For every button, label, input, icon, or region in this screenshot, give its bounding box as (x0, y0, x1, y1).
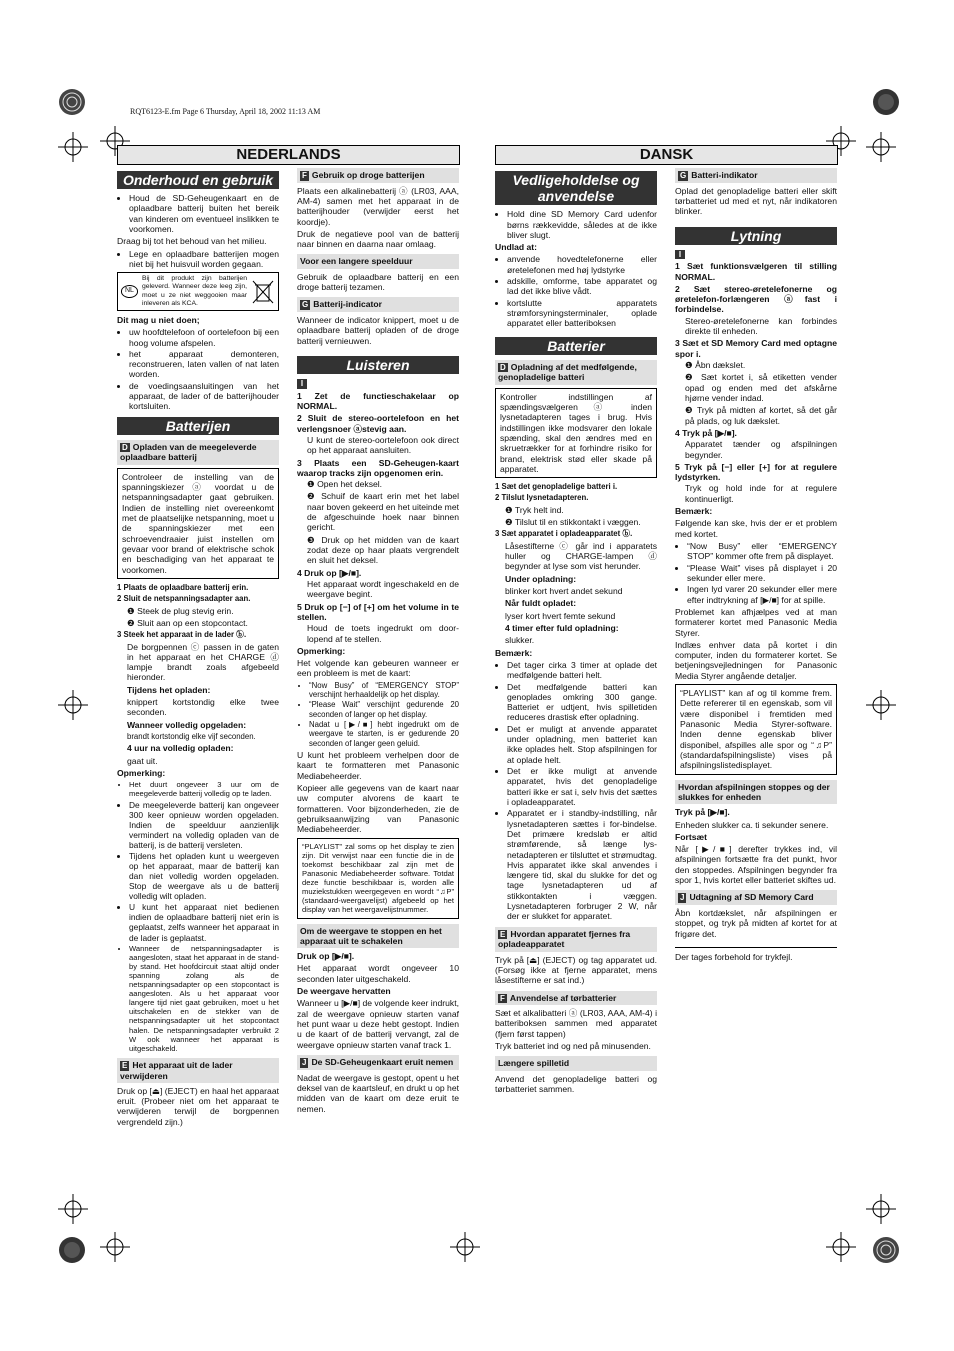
paragraph: Åbn kortdækslet, når afspilningen er stoppet, og tryk på midten af kortet for at frigøre det. (675, 908, 837, 939)
step-text: Het apparaat wordt ingeschakeld en de weergave begint. (307, 578, 459, 600)
list-item: • Det er muligt at anvende apparatet under opladning, men batteriet kan ikke oplades helt. Stop afspilningen for at oplade helt. (507, 724, 657, 765)
note-list (297, 681, 459, 748)
status-text: gaat uit. (127, 755, 158, 766)
playlist-box: “PLAYLIST” zal soms op het display te zien zijn. Dit verwijst naar een functie die in de toekomst beschikbaar zal zijn met de Panasonic Mediabeheerder software. Totdat deze functie beschikbaar is, worden alle muziekstukken weergegeven en wordt “♫P” (standaard-weergavelijst) afgebeeld op het display van het weergavelijstnummer. (297, 838, 459, 919)
paragraph: Tryk på [⏏] (EJECT) og tag apparatet ud. (Forsøg ikke at fjerne apparatet, mens låsestifterne er sat ind.) (495, 954, 657, 986)
registration-mark-bl (52, 1230, 92, 1270)
crossed-bin-icon (251, 279, 275, 305)
recycle-text: Bij dit produkt zijn batterijen geleverd. Wanneer deze leeg zijn, moet u ze niet weggooien maar inleveren als KCA. (141, 275, 247, 307)
step-text: Houd de toets ingedrukt om door-lopend af te stellen. (307, 623, 459, 644)
list (117, 327, 279, 412)
step: 1 Sæt funktionsvælgeren til stilling NORMAL. (675, 261, 837, 282)
substep: ❸ Tryk på midten af kortet, så det går på plads, og luk dækslet. (685, 405, 837, 426)
section-title: Lytning (675, 227, 837, 245)
crosshair-mark (450, 1232, 480, 1262)
list-item: • U kunt het apparaat niet bedienen indien de oplaadbare batterij niet erin is geplaatst, zelfs wanneer het apparaat in de lader is geplaatst. (129, 902, 279, 942)
list-item: • Tijdens het opladen kunt u weergeven op het apparaat, maar de batterij kan dan niet volledig worden opgeladen. Stop de weergave als u de batterij volledig wilt opladen. (129, 851, 279, 901)
dk-column-1 (495, 166, 657, 1096)
list-item: • De meegeleverde batterij kan ongeveer 300 keer opnieuw worden opgeladen. Indien de speelduur aanzienlijk vermindert na volledig opladen van de batterij, is de batterij versleten. (129, 800, 279, 850)
paragraph: Wanneer de indicator knippert, moet u de oplaadbare batterij opladen of de droge batterij vernieuwen. (297, 315, 459, 346)
substep: ❷ Tilslut til en stikkontakt i væggen. (505, 517, 641, 528)
status-text: slukker. (505, 635, 535, 646)
instruction: Druk op [▶/■]. (297, 951, 355, 962)
step-text: Apparatet tænder og afspilningen begynder. (685, 439, 837, 460)
note-list (495, 660, 657, 922)
paragraph: Het apparaat wordt ongeveer 10 seconden later uitgeschakeld. (297, 963, 459, 984)
crosshair-mark (58, 690, 88, 720)
list-item: • kortslutte apparatets strømforsyningsterminaler, oplade apparatet eller batteriboksen (507, 298, 657, 329)
paragraph: Problemet kan afhjælpes ved at man formaterer kortet med Panasonic Media Styrer. (675, 606, 837, 638)
crosshair-mark (58, 1194, 88, 1224)
paragraph: Nadat de weergave is gestopt, opent u het deksel van de kaartsleuf, en drukt u op het midden van de kaart om deze eruit te nemen. (297, 1072, 459, 1114)
playlist-box: “PLAYLIST” kan af og til komme frem. Dette refererer til en egenskab, som vil være disponibel i fremtiden med Panasonic Media Styrer-software. Inden denne egenskab bliver disponibel, afspilles alle spor og “♫P” (standardafspilningsliste) vises på afspilningslistedisplayet. (675, 684, 837, 775)
step: 1 Zet de functieschakelaar op NORMAL. (297, 390, 459, 411)
figure-tag: I (675, 250, 685, 260)
list-item: • Det tager cirka 3 timer at oplade det medfølgende batteri helt. (507, 660, 657, 681)
list-item: • Ingen lyd varer 20 sekunder eller mere efter indtrykning af [▶/■] for at spille. (687, 584, 837, 605)
paragraph: Gebruik de oplaadbare batterij en een droge batterij tezamen. (297, 271, 459, 293)
note-heading: Bemærk: (495, 647, 533, 658)
status-text: blinker kort hvert andet sekund (505, 586, 623, 597)
note-heading: Opmerking: (297, 645, 346, 656)
subsection-laengere: Længere spilletid (495, 1056, 657, 1070)
subsection-g: G Batterij-indicator (297, 297, 459, 312)
paragraph: Følgende kan ske, hvis der er et problem med kortet. (675, 518, 837, 539)
list-item: • adskille, omforme, tabe apparatet og lad det ikke blive vådt. (507, 276, 657, 297)
step-text: Tryk og hold inde for at regulere kontinuerligt. (685, 483, 837, 504)
substep: ❶ Open het deksel. (307, 479, 383, 490)
paragraph: Druk de negatieve pool van de batterij naar binnen en daarna naar omlaag. (297, 228, 459, 250)
status-label: Under opladning: (505, 573, 577, 584)
dk-column-2 (675, 168, 837, 964)
list-item: • uw hoofdtelefoon of oortelefoon bij een hoog volume afspelen. (129, 327, 279, 348)
step: 2 Sluit de netspanningsadapter aan. (117, 594, 251, 604)
paragraph: Oplad det genopladelige batteri eller skift tørbatteriet ud med et nyt, når indikatoren blinker. (675, 185, 837, 217)
step: 2 Sæt stereo-øretelefonerne og øretelefon-forlængeren ⓐfast i forbindelse. (675, 283, 837, 315)
warning-box: Controleer de instelling van de spanningskiezer ⓐ voordat u de netspanningsadapter gaat gebruiken. Indien de instelling niet overeenkomt met de plaatselijke netspanning, moet u de spanningskiezer met een schroevendraaier juist instellen om gevaar voor brand of elektrische schok en beschadiging van het apparaat te voorkomen. (117, 468, 279, 579)
list-item: • Wanneer de netspanningsadapter is aangesloten, staat het apparaat in de stand-by stand. Het hoofdcircuit staat altijd onder spanning zolang als de netspanningsadapter op een stopcontact is aangesloten. Als u het apparaat voor langere tijd niet gaat gebruiken, moet u het uitschakelen en de stekker van de netspanningsadapter uit het stopcontact halen. De netspanningsadapter verbruikt 2 W ook wanneer het apparaat is uitgeschakeld. (129, 944, 279, 1053)
substep: ❷ Sluit aan op een stopcontact. (127, 617, 248, 628)
list-item: • “Please Wait” vises på displayet i 20 sekunder eller mere. (687, 563, 837, 584)
crosshair-mark (866, 1194, 896, 1224)
subsection-stop: Hvordan afspilningen stoppes og der slukkes for enheden (675, 780, 837, 805)
section-title: Luisteren (297, 356, 459, 374)
subheading: Undlad at: (495, 242, 538, 253)
subsection-d: D Opladning af det medfølgende, genopladelige batteri (495, 360, 657, 385)
step: 3 Steek het apparaat in de lader ⓑ. (117, 630, 247, 640)
step: 5 Tryk på [−] eller [+] for at regulere lydstyrken. (675, 461, 837, 483)
step-text: Stereo-øretelefonerne kan forbindes direkte til enheden. (685, 315, 837, 337)
step: 3 Sæt apparatet i opladeapparatet ⓑ. (495, 529, 633, 539)
nl-column-1 (117, 166, 279, 1129)
note-heading: Opmerking: (117, 767, 166, 778)
list (495, 209, 657, 240)
step-text: De borgpennen ⓒ passen in de gaten in het apparaat en het CHARGE ⓓ lampje brandt zoals afgebeeld hieronder. (127, 641, 279, 683)
paragraph: Kopieer alle gegevens van de kaart naar uw computer alvorens de kaart te formatteren. Voor bijzonderheden, zie de gebruiksaanwijzing van Panasonic Mediabeheerder. (297, 783, 459, 835)
substep: ❸ Druk op het midden van de kaart zodat deze op haar plaats vergrendelt en sluit het deksel. (307, 534, 459, 566)
list-item: • het apparaat demonteren, reconstrueren, laten vallen of nat laten worden. (129, 349, 279, 380)
paragraph: Het volgende kan gebeuren wanneer er een probleem is met de kaart: (297, 658, 459, 679)
subheading: Fortsæt (675, 831, 707, 842)
status-label: 4 uur na volledig opladen: (127, 743, 234, 754)
list-item: • “Please Wait” verschijnt gedurende 20 seconden of langer op het display. (309, 700, 459, 719)
subheading: De weergave hervatten (297, 986, 391, 997)
list-item: • Het duurt ongeveer 3 uur om de meegeleverde batterij volledig op te laden. (129, 780, 279, 798)
subsection-f: F Gebruik op droge batterijen (297, 168, 459, 183)
paragraph: Draag bij tot het behoud van het milieu. (117, 236, 267, 247)
list-item: • de voedingsaansluitingen van het apparaat, de lader of de batterijhouder kortsluiten. (129, 381, 279, 412)
crosshair-mark (866, 132, 896, 162)
status-text: brandt kortstondig elke vijf seconden. (127, 732, 256, 741)
paragraph: Plaats een alkalinebatterij ⓐ (LR03, AAA, AM-4) samen met het apparaat in de batterijhouder (verwijder eerst het koordje). (297, 185, 459, 227)
step: 3 Sæt et SD Memory Card med optagne spor i. (675, 338, 837, 359)
step: 2 Sluit de stereo-oortelefoon en het verlengsnoer ⓐstevig aan. (297, 413, 459, 434)
crosshair-mark (58, 132, 88, 162)
list-item: • Apparatet er i standby-indstilling, når lysnetadapteren sættes i for-bindelse. Det primære kredsløb er altid strømførende, så længe lys-netadapteren er tilsluttet et strømudtag. Hvis apparatet ikke skal anvendes i længere tid, skal du slukke for det og tage lysnetadapteren ud af stikkontakten i væggen. Lysnetadapteren forbruger 2 W, når der er slukket for apparatet. (507, 808, 657, 921)
subsection-speelduur: Voor een langere speelduur (297, 254, 459, 268)
nl-column-2 (297, 168, 459, 1116)
step: 4 Tryk på [▶/■]. (675, 427, 737, 438)
list (117, 193, 279, 234)
list (117, 249, 279, 270)
section-title: Onderhoud en gebruik (117, 171, 279, 189)
paragraph: Druk op [⏏] (EJECT) en haal het apparaat eruit. (Probeer niet om het apparaat te verwijderen terwijl de borgpennen vergrendeld zijn.) (117, 1085, 279, 1127)
paragraph: Indlæs enhver data på kortet i din computer, inden du formaterer kortet. Se betjeningsvejledningen for Panasonic Media Styrer angående detaljer. (675, 639, 837, 681)
list-item: • Det medfølgende batteri kan genoplades omkring 300 gange. Batteriet er udtjent, hvis spilletiden reduceres drastisk efter opladning. (507, 682, 657, 723)
subsection-f: F Anvendelse af tørbatterier (495, 991, 657, 1006)
list-item: • Houd de SD-Geheugenkaart en de oplaadbare batterij buiten het bereik van kinderen om eventueel inslikken te voorkomen. (129, 193, 279, 234)
subsection-e: E Het apparaat uit de lader verwijderen (117, 1058, 279, 1083)
divider (675, 947, 837, 948)
status-label: 4 timer efter fuld opladning: (505, 622, 619, 633)
substep: ❶ Tryk helt ind. (505, 504, 564, 515)
paragraph: U kunt het probleem verhelpen door de kaart te formatteren met Panasonic Mediabeheerder. (297, 750, 459, 781)
figure-tag: I (297, 379, 307, 389)
list-item: • anvende hovedtelefonerne eller øretelefonen med høj lydstyrke (507, 254, 657, 275)
substep: ❷ Sæt kortet i, så etiketten vender opad og enden med det afskårne hjørne vender indad. (685, 372, 837, 403)
step: 5 Druk op [−] of [+] om het volume in te stellen. (297, 601, 459, 622)
registration-mark-br (866, 1230, 906, 1270)
registration-mark-tl (52, 82, 92, 122)
subsection-e: E Hvordan apparatet fjernes fra opladeapparatet (495, 927, 657, 952)
subsection-stop: Om de weergave te stoppen en het apparaat uit te schakelen (297, 924, 459, 949)
step-text: U kunt de stereo-oortelefoon ook direct op het apparaat aansluiten. (307, 434, 459, 456)
step: 2 Tilslut lysnetadapteren. (495, 493, 589, 503)
list (495, 254, 657, 328)
list-item: • Hold dine SD Memory Card udenfor børns rækkevidde, således at de ikke bliver slugt. (507, 209, 657, 240)
subsection-d: D Opladen van de meegeleverde oplaadbare batterij (117, 440, 279, 465)
substep: ❶ Åbn dækslet. (685, 360, 746, 371)
section-title: Batterier (495, 337, 657, 355)
list-item: • Nadat u [▶/■] hebt ingedrukt om de weergave te starten, is er gedurende 20 seconden of langer geen geluid. (309, 720, 459, 748)
step: 4 Druk op [▶/■]. (297, 567, 362, 578)
subheading: Dit mag u niet doen; (117, 314, 200, 325)
step: 1 Plaats de oplaadbare batterij erin. (117, 582, 249, 592)
subsection-j: J Udtagning af SD Memory Card (675, 890, 837, 905)
file-header: RQT6123-E.fm Page 6 Thursday, April 18, 2002 11:13 AM (130, 107, 321, 116)
section-title: Batterijen (117, 417, 279, 435)
paragraph: Wanneer u [▶/■] de volgende keer indrukt, zal de weergave opnieuw starten vanaf het punt waar u deze hebt gestopt. Indien u de kaart of de batterij vervangt, zal de weergave opnieuw starten vanaf track 1. (297, 998, 459, 1050)
subsection-g: G Batteri-indikator (675, 168, 837, 183)
recycle-box (117, 272, 279, 311)
paragraph: Når [▶/■] derefter trykkes ind, vil afspilningen fortsætte fra det punkt, hvor den stoppedes. Afspilningen begynder fra spor 1, hvis kortet eller batteriet skiftes ud. (675, 844, 837, 886)
note-list (675, 541, 837, 605)
crosshair-mark (826, 1232, 856, 1262)
list-item: • Det er ikke muligt at anvende apparatet, hvis det genopladelige batteri ikke er sat i, selv hvis det sættes i opladeapparatet. (507, 766, 657, 807)
warning-box: Kontroller indstillingen af spændingsvælgeren ⓐ inden lysnetadapteren tages i brug. Hvis indstillingen ikke modsvarer den lokale spænding, skal den ændres med en skruetrækker for at forhindre risiko for brand, elektrisk stød eller skade på apparatet. (495, 388, 657, 479)
note-heading: Bemærk: (675, 506, 713, 517)
substep: ❶ Steek de plug stevig erin. (127, 605, 234, 616)
status-text: lyser kort hvert femte sekund (505, 610, 616, 621)
status-label: Wanneer volledig opgeladen: (127, 719, 247, 730)
list-item: • Lege en oplaadbare batterijen mogen niet bij het huisvuil worden gegaan. (129, 249, 279, 270)
step-text: Låsestifterne ⓒ går ind i apparatets huller og CHARGE-lampen ⓓ begynder at lyse som vist herunder. (505, 540, 657, 572)
instruction: Tryk på [▶/■]. (675, 807, 730, 818)
nl-badge: NL (121, 285, 138, 297)
lang-banner-nl: NEDERLANDS (117, 145, 460, 165)
list-item: • “Now Busy” of “EMERGENCY STOP” verschijnt herhaaldelijk op het display. (309, 681, 459, 700)
step: 1 Sæt det genopladelige batteri i. (495, 482, 618, 492)
step: 3 Plaats een SD-Geheugen-kaart waarop tracks zijn opgenomen erin. (297, 457, 459, 478)
footer-note: Der tages forbehold for trykfejl. (675, 951, 793, 962)
status-label: Tijdens het opladen: (127, 684, 211, 695)
subsection-j: J De SD-Geheugenkaart eruit nemen (297, 1055, 459, 1070)
registration-mark-tr (866, 82, 906, 122)
paragraph: Tryk batteriet ind og ned på minusenden. (495, 1041, 651, 1052)
status-text: knippert kortstondig elke twee seconden. (127, 697, 279, 718)
section-title: Vedligeholdelse og anvendelse (495, 171, 657, 205)
note-list (117, 780, 279, 1053)
crosshair-mark (100, 1232, 130, 1262)
paragraph: Anvend det genopladelige batteri og tørbatteriet sammen. (495, 1073, 657, 1095)
list-item: • “Now Busy” eller “EMERGENCY STOP” kommer ofte frem på displayet. (687, 541, 837, 562)
lang-banner-dk: DANSK (495, 145, 838, 165)
status-label: Når fuldt opladet: (505, 598, 577, 609)
paragraph: Enheden slukker ca. ti sekunder senere. (675, 819, 829, 830)
substep: ❷ Schuif de kaart erin met het label naar boven gekeerd en het uiteinde met de afgeschuinde hoek naar binnen gericht. (307, 491, 459, 533)
crosshair-mark (866, 690, 896, 720)
paragraph: Sæt et alkalibatteri ⓐ (LR03, AAA, AM-4) i batteriboksen sammen med apparatet (fjern først tappen) (495, 1008, 657, 1039)
